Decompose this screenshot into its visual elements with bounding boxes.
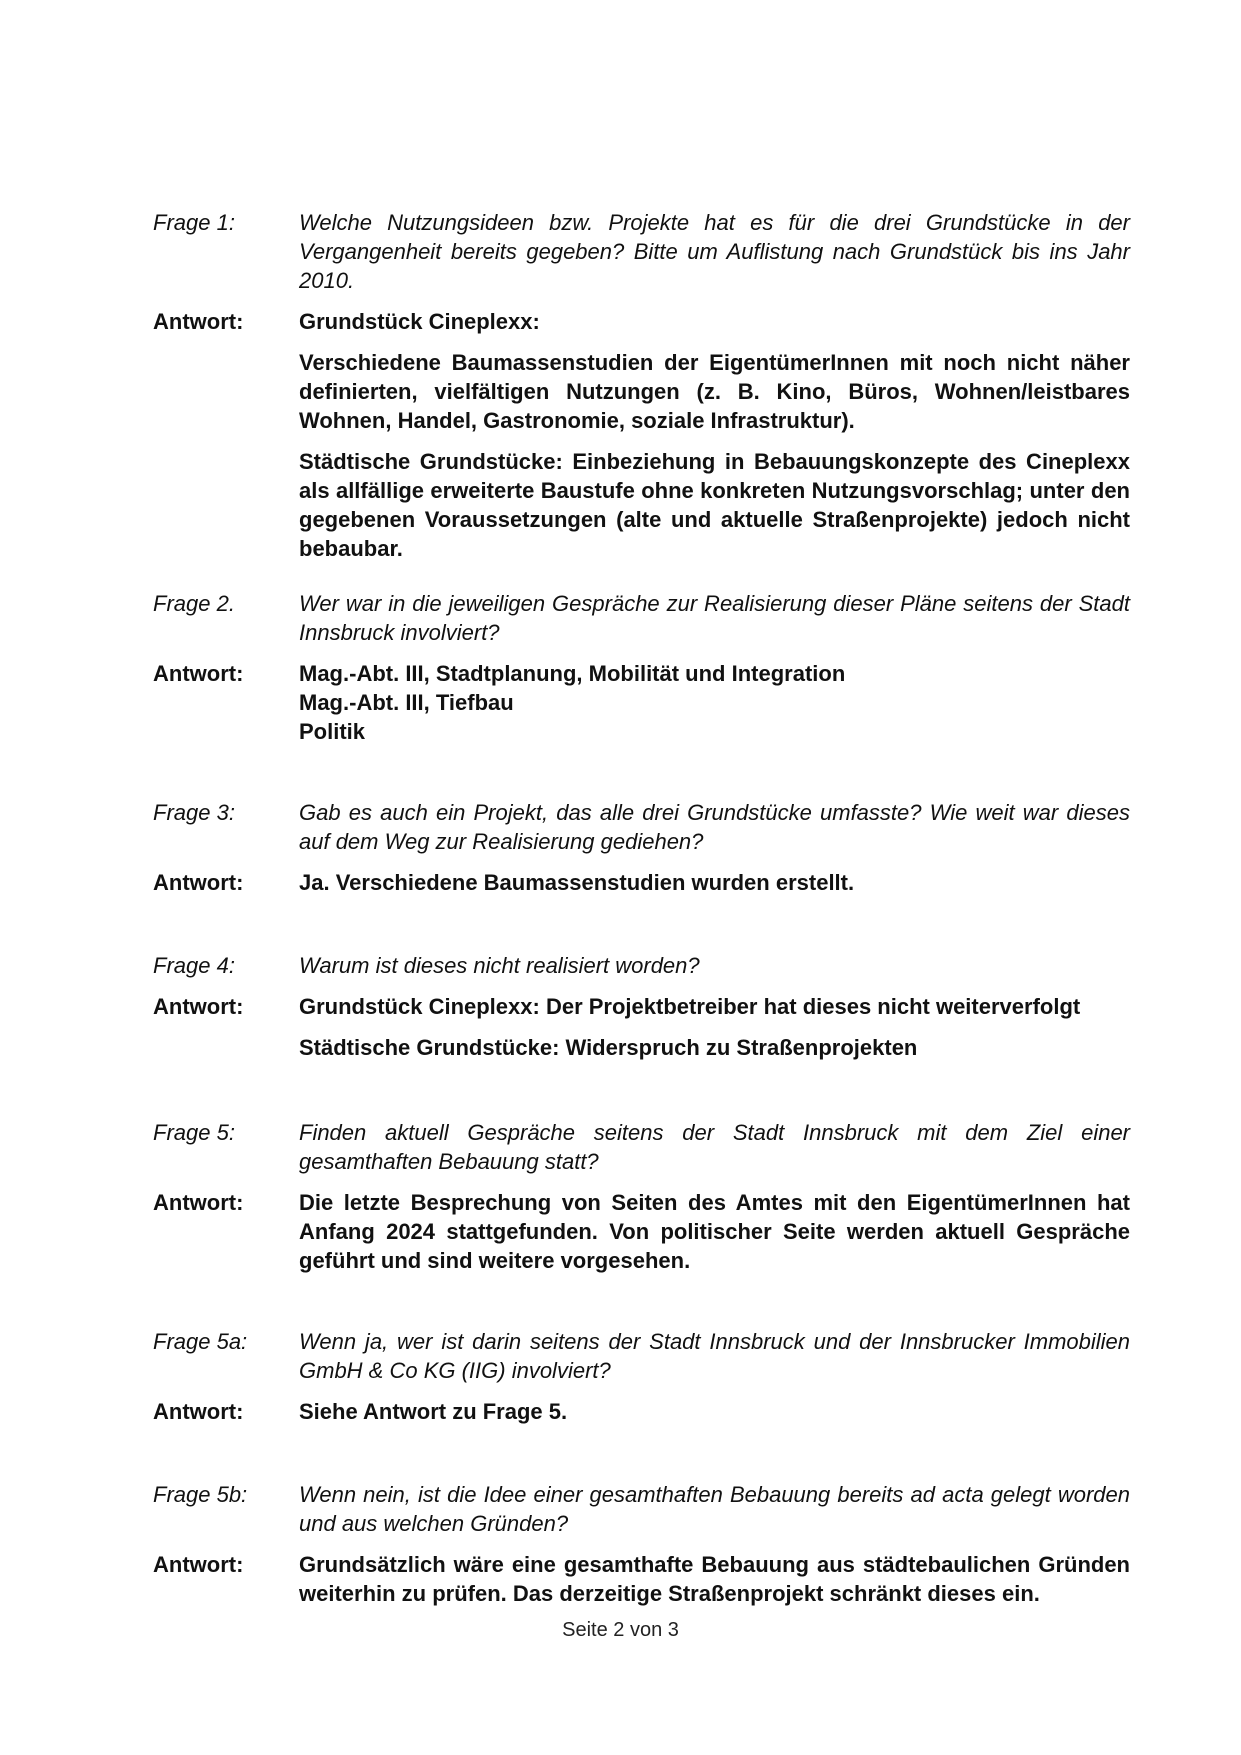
qa-block-5a <box>153 1327 1130 1426</box>
question-label: Frage 1: <box>153 210 235 235</box>
question-text: Finden aktuell Gespräche seitens der Stadt Innsbruck mit dem Ziel einer gesamthaften Bebauung statt? <box>299 1120 1130 1174</box>
answer-paragraph: Grundstück Cineplexx: <box>299 309 540 334</box>
answer-5a <box>153 1397 1130 1426</box>
answer-paragraph: Städtische Grundstücke: Einbeziehung in Bebauungskonzepte des Cineplexx als allfällige erweiterte Baustufe ohne konkreten Nutzungsvorschlag; unter den gegebenen Voraussetzungen (alte und aktuelle Straßenprojekte) jedoch nicht bebaubar. <box>299 449 1130 561</box>
question-3 <box>153 798 1130 856</box>
answer-label: Antwort: <box>153 661 244 686</box>
answer-line: Mag.-Abt. III, Tiefbau <box>299 690 514 715</box>
answer-text <box>299 992 1130 1062</box>
question-text: Warum ist dieses nicht realisiert worden? <box>299 953 700 978</box>
answer-text <box>299 1397 1130 1426</box>
answer-2 <box>153 659 1130 746</box>
question-5a <box>153 1327 1130 1385</box>
answer-paragraph: Städtische Grundstücke: Widerspruch zu Straßenprojekten <box>299 1035 918 1060</box>
answer-label: Antwort: <box>153 309 244 334</box>
answer-label: Antwort: <box>153 1399 244 1424</box>
answer-5b <box>153 1550 1130 1608</box>
question-label: Frage 3: <box>153 800 235 825</box>
question-label: Frage 2. <box>153 591 235 616</box>
question-5b <box>153 1480 1130 1538</box>
answer-paragraph: Ja. Verschiedene Baumassenstudien wurden erstellt. <box>299 870 855 895</box>
qa-block-4 <box>153 951 1130 1062</box>
qa-block-5b <box>153 1480 1130 1608</box>
question-1 <box>153 208 1130 295</box>
question-text: Wenn nein, ist die Idee einer gesamthaften Bebauung bereits ad acta gelegt worden und aus welchen Gründen? <box>299 1482 1130 1536</box>
question-2 <box>153 589 1130 647</box>
answer-text <box>299 307 1130 563</box>
answer-paragraph: Die letzte Besprechung von Seiten des Amtes mit den EigentümerInnen hat Anfang 2024 stattgefunden. Von politischer Seite werden aktuell Gespräche geführt und sind weitere vorgesehen. <box>299 1190 1130 1273</box>
question-text: Wenn ja, wer ist darin seitens der Stadt Innsbruck und der Innsbrucker Immobilien GmbH & Co KG (IIG) involviert? <box>299 1329 1130 1383</box>
answer-paragraph: Grundstück Cineplexx: Der Projektbetreiber hat dieses nicht weiterverfolgt <box>299 994 1081 1019</box>
qa-block-3 <box>153 798 1130 897</box>
question-label: Frage 5: <box>153 1120 235 1145</box>
qa-block-5 <box>153 1118 1130 1275</box>
qa-block-2 <box>153 589 1130 746</box>
answer-paragraph: Siehe Antwort zu Frage 5. <box>299 1399 568 1424</box>
answer-text <box>299 659 1130 746</box>
qa-block-1 <box>153 208 1130 563</box>
question-5 <box>153 1118 1130 1176</box>
question-text: Gab es auch ein Projekt, das alle drei Grundstücke umfasste? Wie weit war dieses auf dem Weg zur Realisierung gediehen? <box>299 800 1130 854</box>
answer-4 <box>153 992 1130 1062</box>
answer-paragraph: Verschiedene Baumassenstudien der EigentümerInnen mit noch nicht näher definierten, vielfältigen Nutzungen (z. B. Kino, Büros, Wohnen/leistbares Wohnen, Handel, Gastronomie, soziale Infrastruktur). <box>299 350 1130 433</box>
answer-1 <box>153 307 1130 563</box>
question-text: Wer war in die jeweiligen Gespräche zur Realisierung dieser Pläne seitens der Stadt Innsbruck involviert? <box>299 591 1130 645</box>
answer-text <box>299 1188 1130 1275</box>
answer-label: Antwort: <box>153 1190 244 1215</box>
answer-paragraph: Grundsätzlich wäre eine gesamthafte Bebauung aus städtebaulichen Gründen weiterhin zu prüfen. Das derzeitige Straßenprojekt schränkt dieses ein. <box>299 1552 1130 1606</box>
question-label: Frage 5a: <box>153 1329 248 1354</box>
answer-5 <box>153 1188 1130 1275</box>
answer-3 <box>153 868 1130 897</box>
answer-label: Antwort: <box>153 870 244 895</box>
answer-text <box>299 868 1130 897</box>
question-text: Welche Nutzungsideen bzw. Projekte hat es für die drei Grundstücke in der Vergangenheit bereits gegeben? Bitte um Auflistung nach Grundstück bis ins Jahr 2010. <box>299 210 1130 293</box>
answer-line: Mag.-Abt. III, Stadtplanung, Mobilität und Integration <box>299 661 846 686</box>
answer-label: Antwort: <box>153 1552 244 1577</box>
answer-label: Antwort: <box>153 994 244 1019</box>
page-number: Seite 2 von 3 <box>562 1619 679 1641</box>
answer-line: Politik <box>299 719 366 744</box>
question-4 <box>153 951 1130 980</box>
question-label: Frage 4: <box>153 953 235 978</box>
answer-text <box>299 1550 1130 1608</box>
question-label: Frage 5b: <box>153 1482 248 1507</box>
